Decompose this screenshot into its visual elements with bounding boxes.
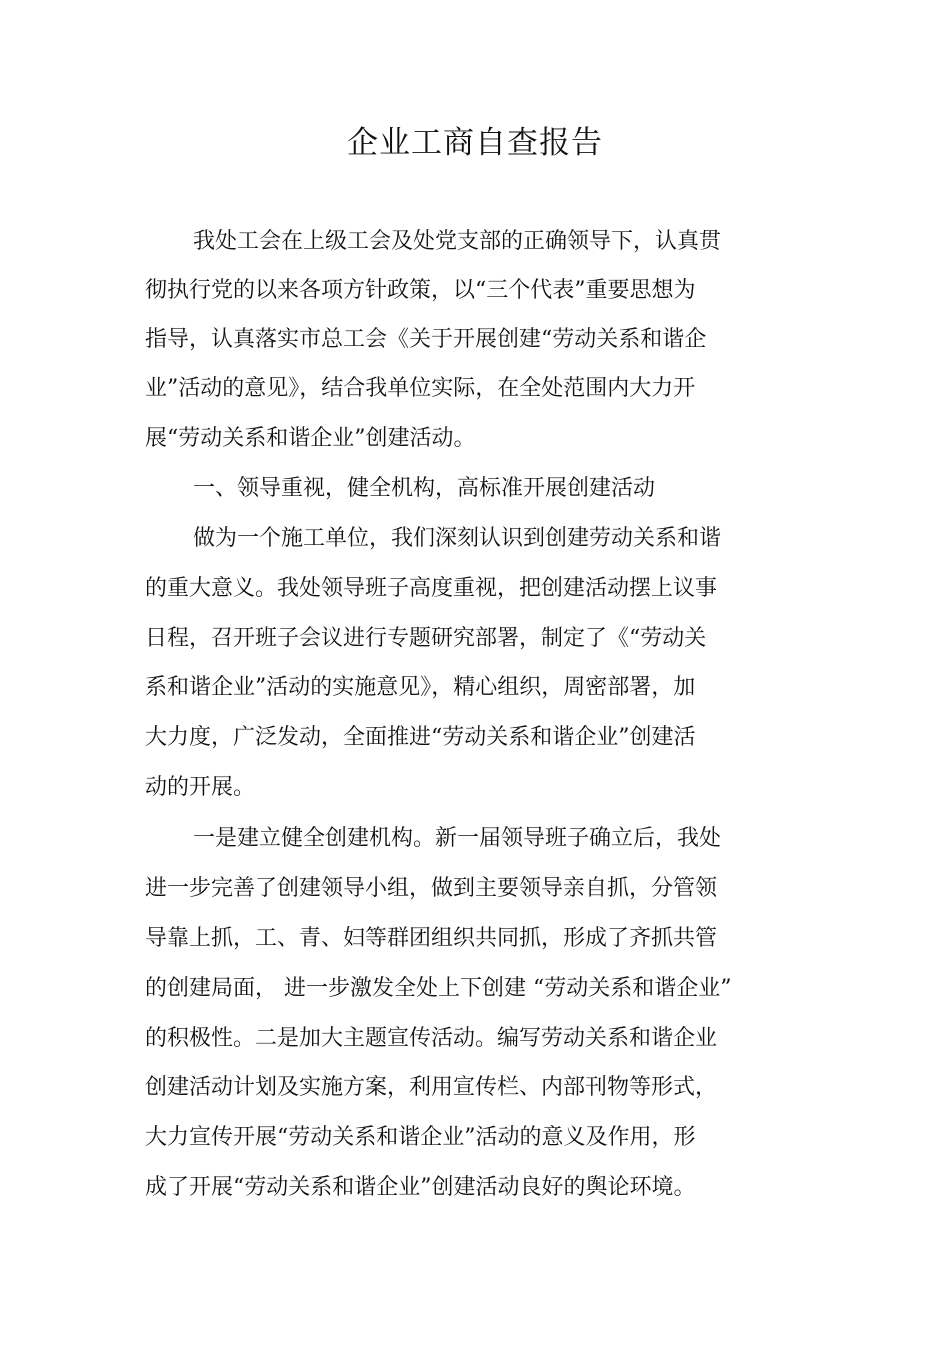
paragraph-line: 业”活动的意见》，结合我单位实际，在全处范围内大力开 bbox=[145, 376, 696, 401]
paragraph-line: 的积极性。二是加大主题宣传活动。编写劳动关系和谐企业 bbox=[145, 1026, 718, 1051]
section-heading: 一、领导重视，健全机构，高标准开展创建活动 bbox=[193, 476, 656, 501]
paragraph-line: 做为一个施工单位，我们深刻认识到创建劳动关系和谐 bbox=[193, 526, 722, 551]
paragraph-line: 指导，认真落实市总工会《关于开展创建“劳动关系和谐企 bbox=[145, 327, 707, 352]
paragraph-line: 创建活动计划及实施方案，利用宣传栏、内部刊物等形式， bbox=[145, 1075, 718, 1100]
paragraph-line: 彻执行党的以来各项方针政策，以“三个代表”重要思想为 bbox=[145, 278, 696, 303]
paragraph-line: 一是建立健全创建机构。新一届领导班子确立后，我处 bbox=[193, 826, 722, 851]
paragraph-line: 的重大意义。我处领导班子高度重视，把创建活动摆上议事 bbox=[145, 576, 718, 601]
paragraph-line: 导靠上抓，工、青、妇等群团组织共同抓，形成了齐抓共管 bbox=[145, 926, 718, 951]
paragraph-line: 动的开展。 bbox=[145, 775, 256, 800]
paragraph-line: 展“劳动关系和谐企业”创建活动。 bbox=[145, 426, 476, 451]
paragraph-line: 我处工会在上级工会及处党支部的正确领导下，认真贯 bbox=[193, 229, 722, 254]
document-title: 企业工商自查报告 bbox=[347, 125, 603, 161]
paragraph-line: 系和谐企业”活动的实施意见》，精心组织，周密部署，加 bbox=[145, 675, 696, 700]
paragraph-line: 日程，召开班子会议进行专题研究部署，制定了《“劳动关 bbox=[145, 626, 707, 651]
paragraph-line: 大力宣传开展“劳动关系和谐企业”活动的意义及作用，形 bbox=[145, 1125, 696, 1150]
paragraph-line: 成了开展“劳动关系和谐企业”创建活动良好的舆论环境。 bbox=[145, 1175, 696, 1200]
paragraph-line: 大力度，广泛发动，全面推进“劳动关系和谐企业”创建活 bbox=[145, 725, 696, 750]
paragraph-line: 进一步完善了创建领导小组，做到主要领导亲自抓，分管领 bbox=[145, 876, 718, 901]
paragraph-line: 的创建局面， 进一步激发全处上下创建 “劳动关系和谐企业” bbox=[145, 976, 732, 1001]
